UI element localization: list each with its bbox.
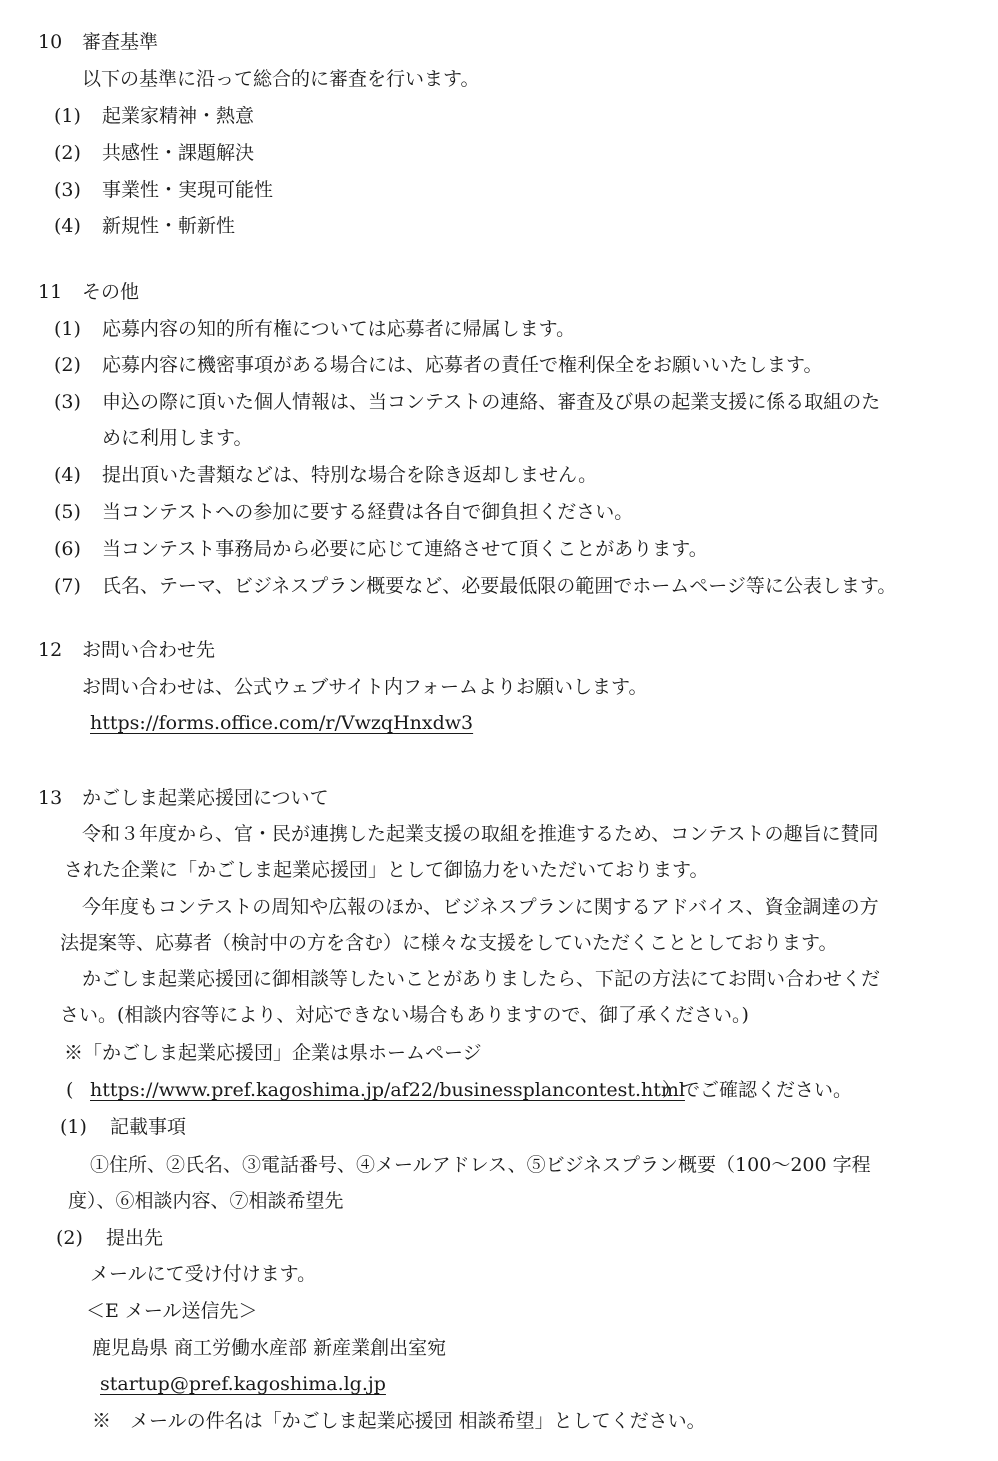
section-13-paragraph-1-line-2: された企業に「かごしま起業応援団」として御協力をいただいております。 bbox=[64, 859, 709, 881]
section-11-item-6: 当コンテスト事務局から必要に応じて連絡させて頂くことがあります。 bbox=[102, 538, 708, 560]
section-13-item-1-line-1: ①住所、②氏名、③電話番号、④メールアドレス、⑤ビジネスプラン概要（100～200 字程 bbox=[90, 1154, 871, 1176]
section-13-paragraph-2-line-2: 法提案等、応募者（検討中の方を含む）に様々な支援をしていただくこととしております。 bbox=[60, 932, 838, 954]
section-10-item-2: 共感性・課題解決 bbox=[102, 142, 255, 164]
section-10-item-3: 事業性・実現可能性 bbox=[102, 179, 274, 201]
section-11-item-1: 応募内容の知的所有権については応募者に帰属します。 bbox=[102, 318, 576, 340]
confirm-text: ）でご確認ください。 bbox=[662, 1079, 853, 1101]
section-10-item-1: 起業家精神・熱意 bbox=[102, 105, 255, 127]
open-paren: ( bbox=[66, 1079, 74, 1101]
section-13-item-1-line-2: 度）、⑥相談内容、⑦相談希望先 bbox=[68, 1190, 344, 1212]
email-destination-label: ＜E メール送信先＞ bbox=[86, 1300, 258, 1322]
email-recipient-department: 鹿児島県 商工労働水産部 新産業創出室宛 bbox=[92, 1337, 447, 1359]
section-11-item-2-number: (2) bbox=[54, 354, 81, 376]
section-12-number: 12 bbox=[38, 639, 63, 661]
section-12-text: お問い合わせは、公式ウェブサイト内フォームよりお願いします。 bbox=[82, 676, 648, 698]
section-11-item-2: 応募内容に機密事項がある場合には、応募者の責任で権利保全をお願いいたします。 bbox=[102, 354, 823, 376]
section-13-paragraph-3-line-2: さい。(相談内容等により、対応できない場合もありますので、御了承ください。) bbox=[60, 1004, 749, 1026]
section-10-item-3-number: (3) bbox=[54, 179, 81, 201]
section-10-item-4-number: (4) bbox=[54, 215, 81, 237]
inquiry-form-link[interactable]: https://forms.office.com/r/VwzqHnxdw3 bbox=[90, 712, 474, 734]
email-address-link[interactable]: startup@pref.kagoshima.lg.jp bbox=[100, 1373, 386, 1395]
section-13-paragraph-2-line-1: 今年度もコンテストの周知や広報のほか、ビジネスプランに関するアドバイス、資金調達の方 bbox=[82, 896, 879, 918]
section-11-item-4: 提出頂いた書類などは、特別な場合を除き返却しません。 bbox=[102, 464, 598, 486]
section-12-heading: お問い合わせ先 bbox=[82, 639, 216, 661]
section-11-item-7: 氏名、テーマ、ビジネスプラン概要など、必要最低限の範囲でホームページ等に公表します。 bbox=[102, 575, 897, 597]
section-13-number: 13 bbox=[38, 787, 63, 809]
section-13-heading: かごしま起業応援団について bbox=[82, 787, 329, 809]
section-11-item-3: 申込の際に頂いた個人情報は、当コンテストの連絡、審査及び県の起業支援に係る取組のた bbox=[102, 391, 881, 413]
section-10-item-1-number: (1) bbox=[54, 105, 81, 127]
section-10-number: 10 bbox=[38, 31, 63, 53]
section-11-number: 11 bbox=[38, 281, 63, 303]
section-11-heading: その他 bbox=[82, 281, 140, 303]
section-11-item-5: 当コンテストへの参加に要する経費は各自で御負担ください。 bbox=[102, 501, 634, 523]
section-13-paragraph-1-line-1: 令和３年度から、官・民が連携した起業支援の取組を推進するため、コンテストの趣旨に賛同 bbox=[82, 823, 879, 845]
section-11-item-4-number: (4) bbox=[54, 464, 81, 486]
email-subject-note: ※ メールの件名は「かごしま起業応援団 相談希望」としてください。 bbox=[92, 1410, 706, 1432]
section-10-item-4: 新規性・斬新性 bbox=[102, 215, 236, 237]
prefecture-page-link[interactable]: https://www.pref.kagoshima.jp/af22/businessplancontest.html bbox=[90, 1079, 685, 1101]
section-11-item-5-number: (5) bbox=[54, 501, 81, 523]
section-10-item-2-number: (2) bbox=[54, 142, 81, 164]
section-13-item-2-label: 提出先 bbox=[106, 1227, 164, 1249]
section-11-item-6-number: (6) bbox=[54, 538, 81, 560]
section-10-heading: 審査基準 bbox=[82, 31, 159, 53]
section-13-item-2-number: (2) bbox=[56, 1227, 83, 1249]
section-11-item-3-continued: めに利用します。 bbox=[102, 427, 253, 449]
section-13-item-1-label: 記載事項 bbox=[110, 1116, 187, 1138]
section-11-item-3-number: (3) bbox=[54, 391, 81, 413]
section-13-paragraph-3-line-1: かごしま起業応援団に御相談等したいことがありましたら、下記の方法にてお問い合わせくだ bbox=[82, 968, 881, 990]
section-13-note: ※「かごしま起業応援団」企業は県ホームページ bbox=[64, 1042, 482, 1064]
section-11-item-1-number: (1) bbox=[54, 318, 81, 340]
section-13-item-1-number: (1) bbox=[60, 1116, 87, 1138]
section-10-intro: 以下の基準に沿って総合的に審査を行います。 bbox=[82, 68, 480, 90]
section-11-item-7-number: (7) bbox=[54, 575, 81, 597]
section-13-item-2-line-1: メールにて受け付けます。 bbox=[90, 1263, 317, 1285]
